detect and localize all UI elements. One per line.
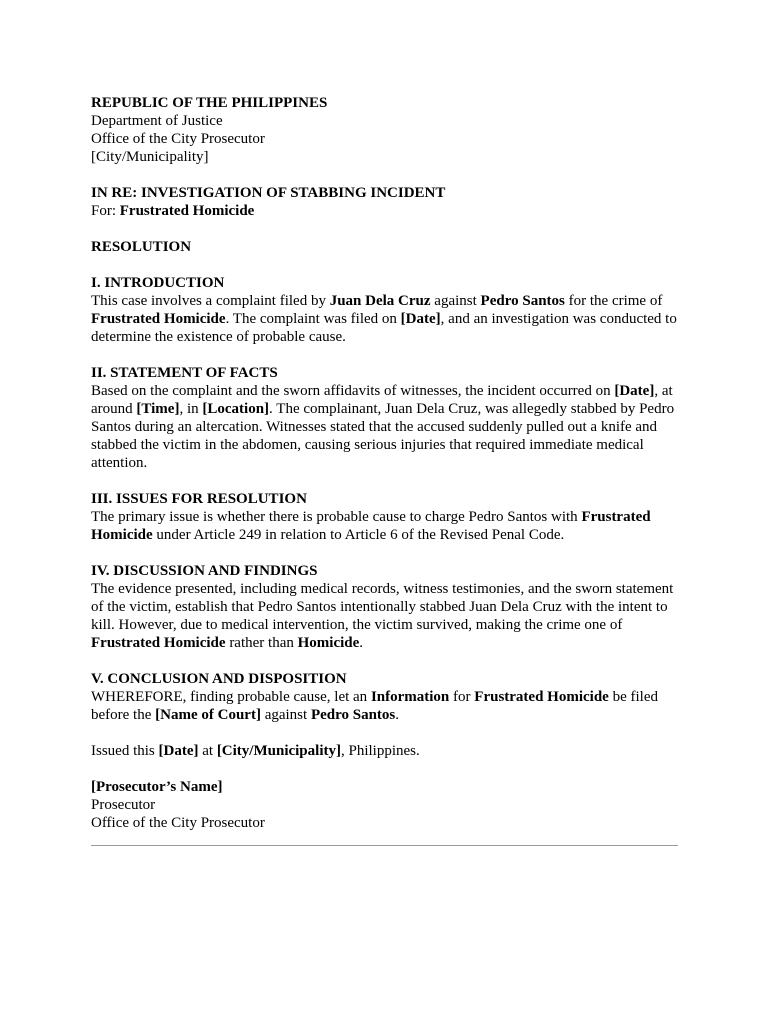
letterhead xyxy=(91,94,681,166)
crime-name: Frustrated Homicide xyxy=(91,311,226,327)
text-run: Issued this xyxy=(91,743,159,759)
document-body xyxy=(91,94,681,832)
text-run: for the crime of xyxy=(564,293,663,309)
time-placeholder: [Time] xyxy=(136,401,180,417)
complainant-name: Juan Dela Cruz xyxy=(329,293,431,309)
text-run: , and an investigation was conducted to determine the existence of probable cause. xyxy=(91,311,677,345)
text-run: The evidence presented, including medical records, witness testimonies, and the sworn statement of the victim, establish that Pedro Santos intentionally stabbed Juan Dela Cruz with the intent to kill. However, due to medical intervention, the victim survived, making the crime one of xyxy=(91,581,674,633)
section-facts xyxy=(91,364,681,472)
section-conclusion xyxy=(91,670,681,724)
text-run: , in xyxy=(179,401,203,417)
accused-name: Pedro Santos xyxy=(310,707,396,723)
letterhead-office: Office of the City Prosecutor xyxy=(91,131,265,147)
text-run: for xyxy=(449,689,475,705)
document-title: RESOLUTION xyxy=(91,239,192,255)
case-caption xyxy=(91,184,681,220)
section-heading: IV. DISCUSSION AND FINDINGS xyxy=(91,563,318,579)
crime-name: Frustrated Homicide xyxy=(474,689,609,705)
letterhead-department: Department of Justice xyxy=(91,113,223,129)
accused-name: Pedro Santos xyxy=(480,293,565,309)
text-run: against xyxy=(430,293,481,309)
letterhead-city: [City/Municipality] xyxy=(91,149,209,165)
letterhead-republic: REPUBLIC OF THE PHILIPPINES xyxy=(91,95,328,111)
section-paragraph xyxy=(91,382,681,472)
section-heading: III. ISSUES FOR RESOLUTION xyxy=(91,491,307,507)
court-placeholder: [Name of Court] xyxy=(155,707,261,723)
issued-paragraph xyxy=(91,742,681,760)
crime-name: Homicide xyxy=(297,635,360,651)
text-run: . xyxy=(359,635,364,651)
text-run: This case involves a complaint filed by xyxy=(91,293,330,309)
prosecutor-title: Prosecutor xyxy=(91,797,156,813)
text-run: . The complainant, Juan Dela Cruz, was allegedly stabbed by Pedro Santos during an altercation. Witnesses stated that the accused suddenly pulled out a knife and stabbed the victim in the abdomen, causing serious injuries that required immediate medical attention. xyxy=(91,401,675,471)
signature-block xyxy=(91,778,681,832)
horizontal-rule xyxy=(91,845,678,846)
section-heading: V. CONCLUSION AND DISPOSITION xyxy=(91,671,347,687)
prosecutor-office: Office of the City Prosecutor xyxy=(91,815,265,831)
city-placeholder: [City/Municipality] xyxy=(216,743,341,759)
section-paragraph xyxy=(91,292,681,346)
section-heading: I. INTRODUCTION xyxy=(91,275,225,291)
issuance-line xyxy=(91,742,681,760)
text-run: . xyxy=(395,707,400,723)
prosecutor-name: [Prosecutor’s Name] xyxy=(91,779,223,795)
text-run: rather than xyxy=(225,635,298,651)
section-issues xyxy=(91,490,681,544)
case-for-label: For: xyxy=(91,203,120,219)
text-run: be filed before the xyxy=(91,689,658,723)
case-for-value: Frustrated Homicide xyxy=(119,203,255,219)
section-paragraph xyxy=(91,508,681,544)
document-title-block xyxy=(91,238,681,256)
section-paragraph xyxy=(91,688,681,724)
text-run: , Philippines. xyxy=(340,743,420,759)
section-heading: II. STATEMENT OF FACTS xyxy=(91,365,278,381)
case-in-re: IN RE: INVESTIGATION OF STABBING INCIDENT xyxy=(91,185,446,201)
case-for-line xyxy=(91,202,681,220)
text-run: under Article 249 in relation to Article 6 of the Revised Penal Code. xyxy=(152,527,565,543)
crime-name: Frustrated Homicide xyxy=(91,509,651,543)
section-introduction xyxy=(91,274,681,346)
text-run: The primary issue is whether there is probable cause to charge Pedro Santos with xyxy=(91,509,582,525)
text-run: at xyxy=(198,743,217,759)
text-run: . The complaint was filed on xyxy=(225,311,401,327)
information-term: Information xyxy=(370,689,450,705)
text-run: against xyxy=(260,707,311,723)
date-placeholder: [Date] xyxy=(400,311,441,327)
text-run: Based on the complaint and the sworn affidavits of witnesses, the incident occurred on xyxy=(91,383,615,399)
section-paragraph xyxy=(91,580,681,652)
date-placeholder: [Date] xyxy=(158,743,199,759)
date-placeholder: [Date] xyxy=(614,383,655,399)
crime-name: Frustrated Homicide xyxy=(91,635,226,651)
text-run: WHEREFORE, finding probable cause, let an xyxy=(91,689,371,705)
location-placeholder: [Location] xyxy=(202,401,270,417)
section-discussion xyxy=(91,562,681,652)
text-run: , at around xyxy=(91,383,673,417)
